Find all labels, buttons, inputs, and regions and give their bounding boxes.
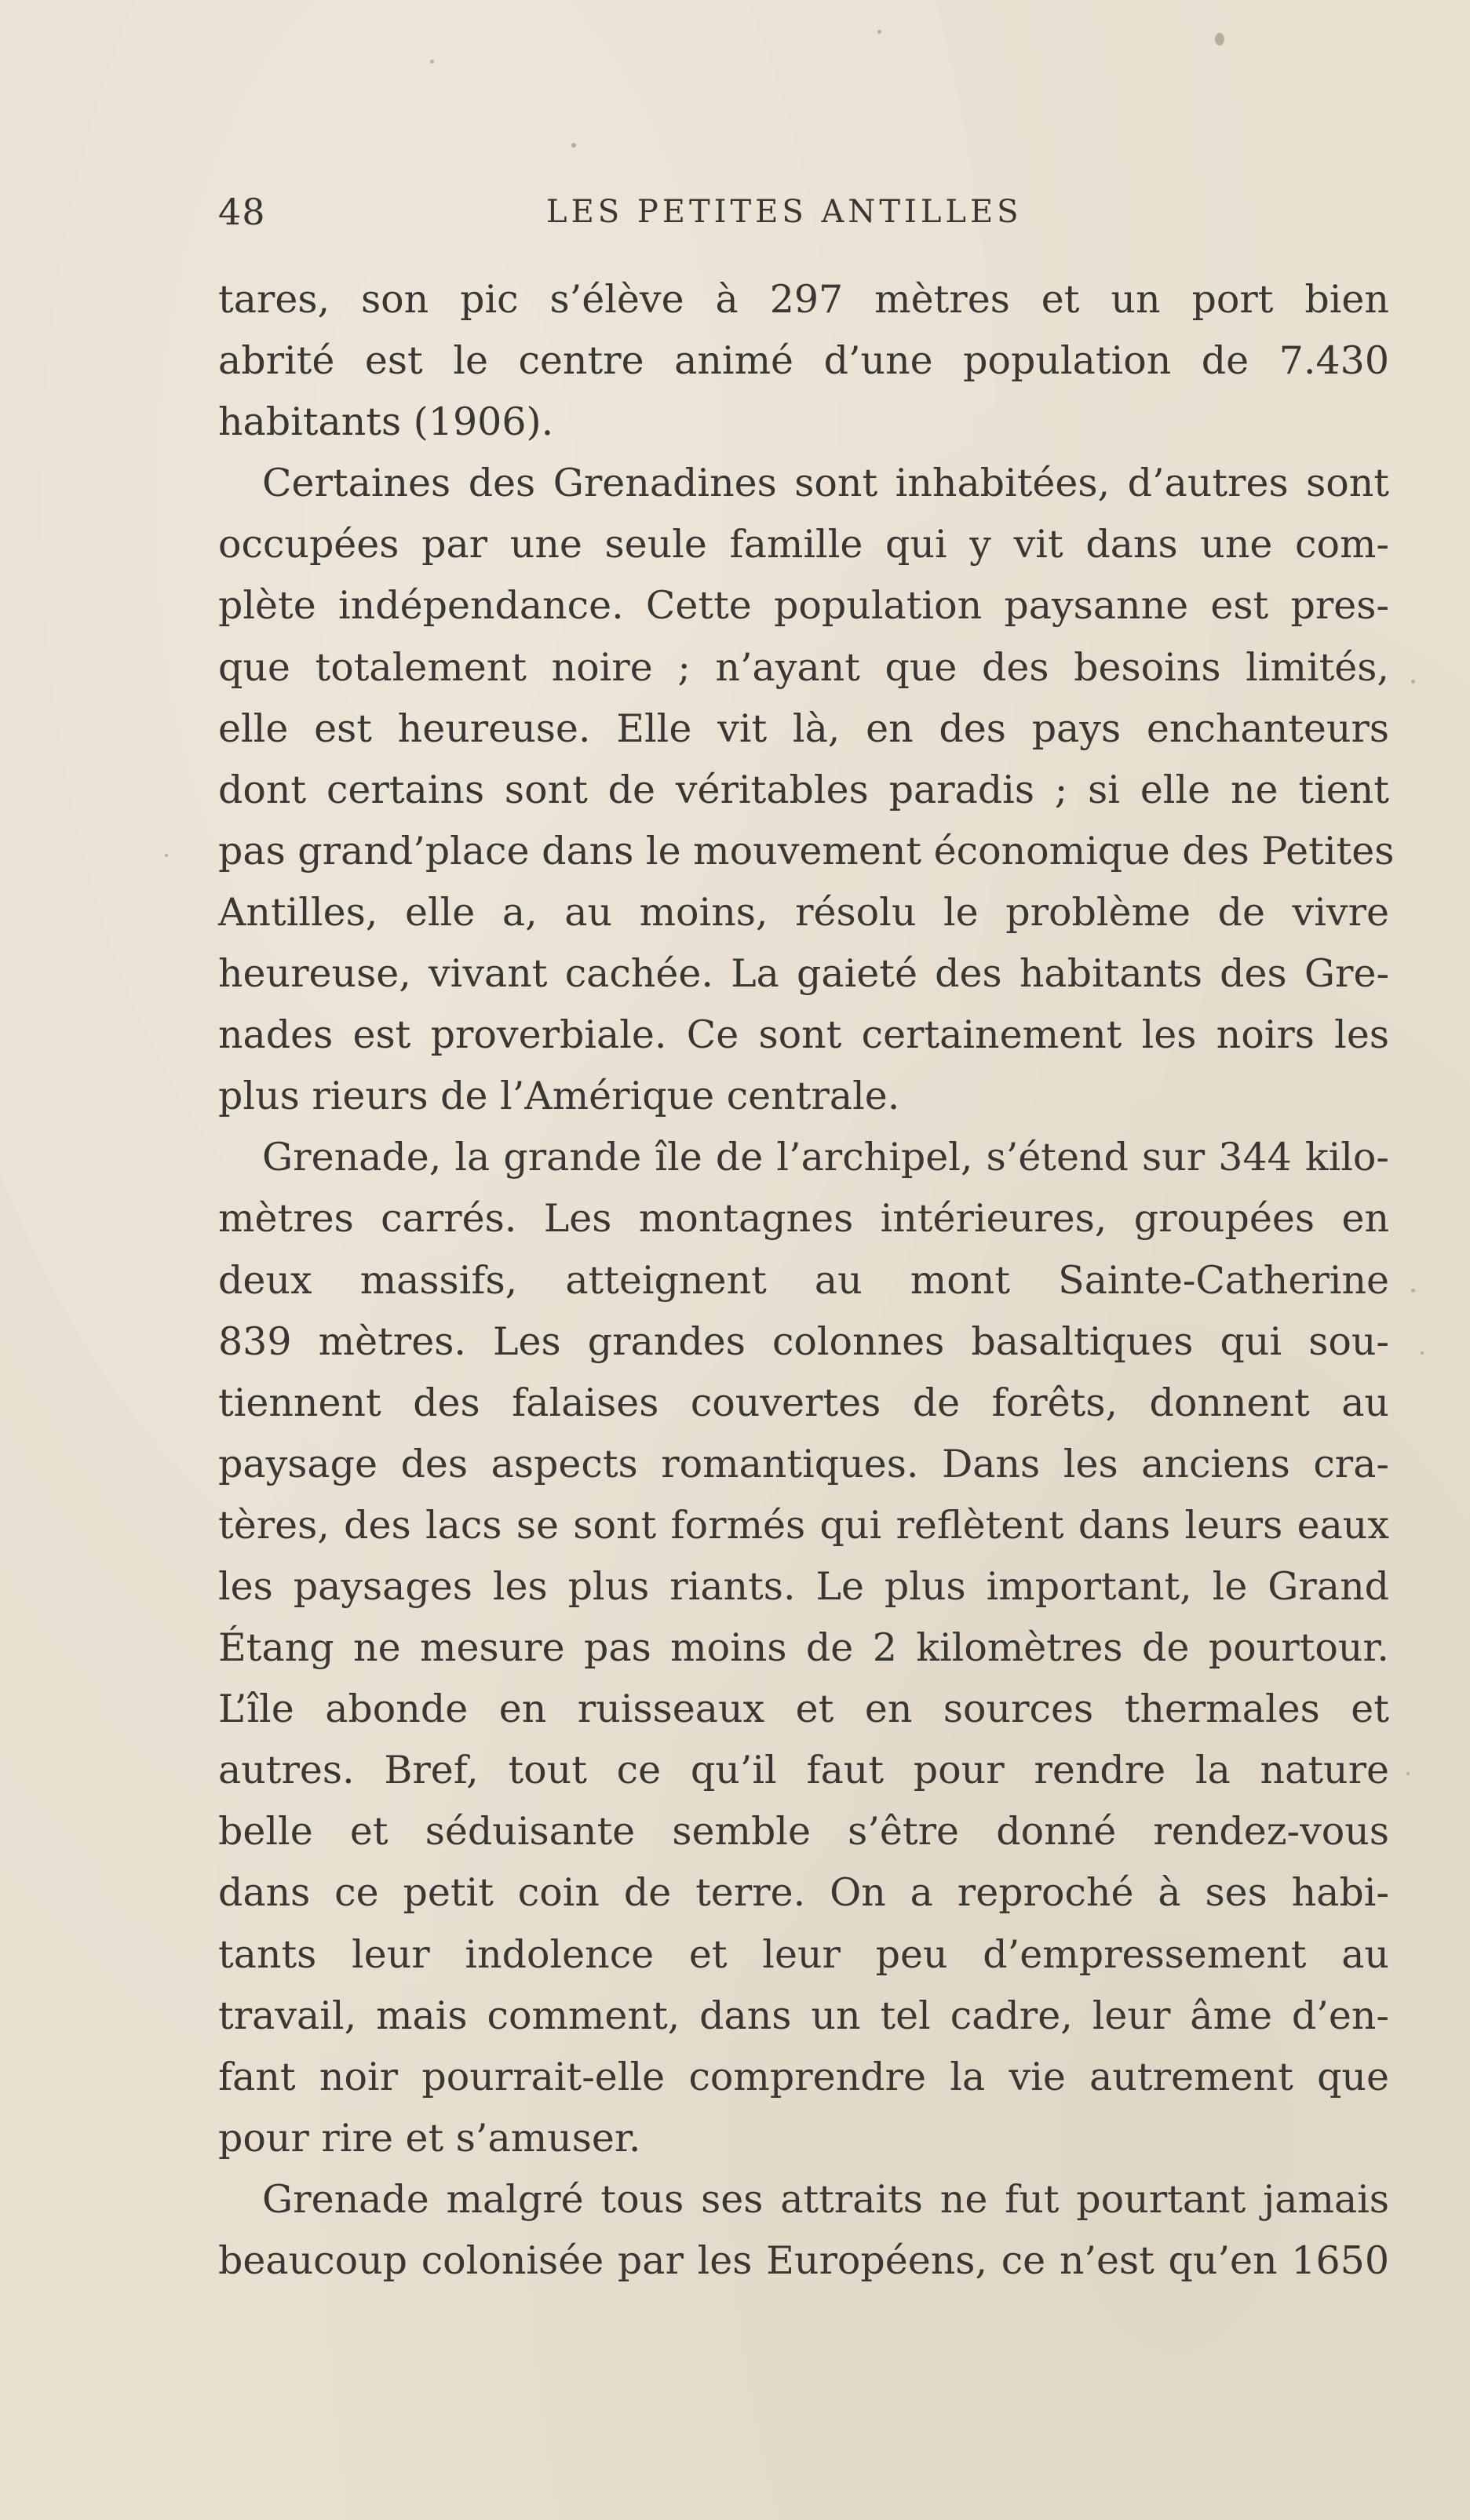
text-line: deux massifs, atteignent au mont Sainte-Catherine xyxy=(218,1257,1389,1303)
body-text xyxy=(218,269,1395,2292)
paper-speck xyxy=(1421,1351,1424,1355)
page-header xyxy=(218,187,1395,237)
text-line: Certaines des Grenadines sont inhabitées, d’autres sont xyxy=(262,461,1389,506)
text-line: dans ce petit coin de terre. On a reproché à ses habi- xyxy=(218,1870,1389,1916)
text-line: plète indépendance. Cette population paysanne est pres- xyxy=(218,583,1389,629)
text-line: nades est proverbiale. Ce sont certainement les noirs les xyxy=(218,1012,1389,1058)
page-number: 48 xyxy=(218,191,266,233)
text-line: habitants (1906). xyxy=(218,399,554,445)
text-line: autres. Bref, tout ce qu’il faut pour rendre la nature xyxy=(218,1748,1389,1793)
text-line: mètres carrés. Les montagnes intérieures, groupées en xyxy=(218,1196,1389,1242)
text-line: beaucoup colonisée par les Européens, ce n’est qu’en 1650 xyxy=(218,2238,1389,2283)
paper-speck xyxy=(571,143,576,148)
text-line: elle est heureuse. Elle vit là, en des pays enchanteurs xyxy=(218,706,1389,751)
text-line: les paysages les plus riants. Le plus important, le Grand xyxy=(218,1563,1389,1609)
text-line: L’île abonde en ruisseaux et en sources thermales et xyxy=(218,1687,1389,1732)
text-line: Antilles, elle a, au moins, résolu le problème de vivre xyxy=(218,889,1389,935)
text-line: tères, des lacs se sont formés qui reflètent dans leurs eaux xyxy=(218,1502,1389,1548)
text-line: que totalement noire ; n’ayant que des besoins limités, xyxy=(218,644,1389,690)
text-line: dont certains sont de véritables paradis ; si elle ne tient xyxy=(218,767,1389,812)
text-line: abrité est le centre animé d’une population de 7.430 xyxy=(218,338,1389,384)
text-line: pas grand’place dans le mouvement économique des Petites xyxy=(218,828,1395,873)
paper-speck xyxy=(877,30,881,34)
text-line: pour rire et s’amuser. xyxy=(218,2115,641,2161)
text-line: occupées par une seule famille qui y vit dans une com- xyxy=(218,522,1389,567)
paper-speck xyxy=(1411,1289,1415,1293)
text-line: Grenade, la grande île de l’archipel, s’étend sur 344 kilo- xyxy=(262,1135,1389,1180)
text-line: 839 mètres. Les grandes colonnes basaltiques qui sou- xyxy=(218,1318,1389,1364)
paper-speck xyxy=(1406,1772,1410,1775)
text-line: belle et séduisante semble s’être donné rendez-vous xyxy=(218,1809,1389,1854)
running-title: LES PETITES ANTILLES xyxy=(546,194,1023,230)
paper-speck xyxy=(1411,680,1415,684)
text-line: travail, mais comment, dans un tel cadre, leur âme d’en- xyxy=(218,1993,1389,2038)
text-line: tants leur indolence et leur peu d’empressement au xyxy=(218,1931,1389,1977)
text-line: heureuse, vivant cachée. La gaieté des habitants des Gre- xyxy=(218,951,1389,997)
text-line: Étang ne mesure pas moins de 2 kilomètres de pourtour. xyxy=(218,1625,1389,1671)
text-line: tares, son pic s’élève à 297 mètres et un port bien xyxy=(218,277,1389,322)
text-line: fant noir pourrait-elle comprendre la vie autrement que xyxy=(218,2054,1389,2099)
text-line: paysage des aspects romantiques. Dans les anciens cra- xyxy=(218,1441,1389,1486)
text-line: tiennent des falaises couvertes de forêts, donnent au xyxy=(218,1380,1389,1425)
paper-speck xyxy=(165,854,168,857)
paper-speck xyxy=(430,60,434,64)
paper-speck xyxy=(1215,33,1224,46)
text-line: plus rieurs de l’Amérique centrale. xyxy=(218,1074,900,1119)
text-line: Grenade malgré tous ses attraits ne fut pourtant jamais xyxy=(262,2176,1389,2222)
